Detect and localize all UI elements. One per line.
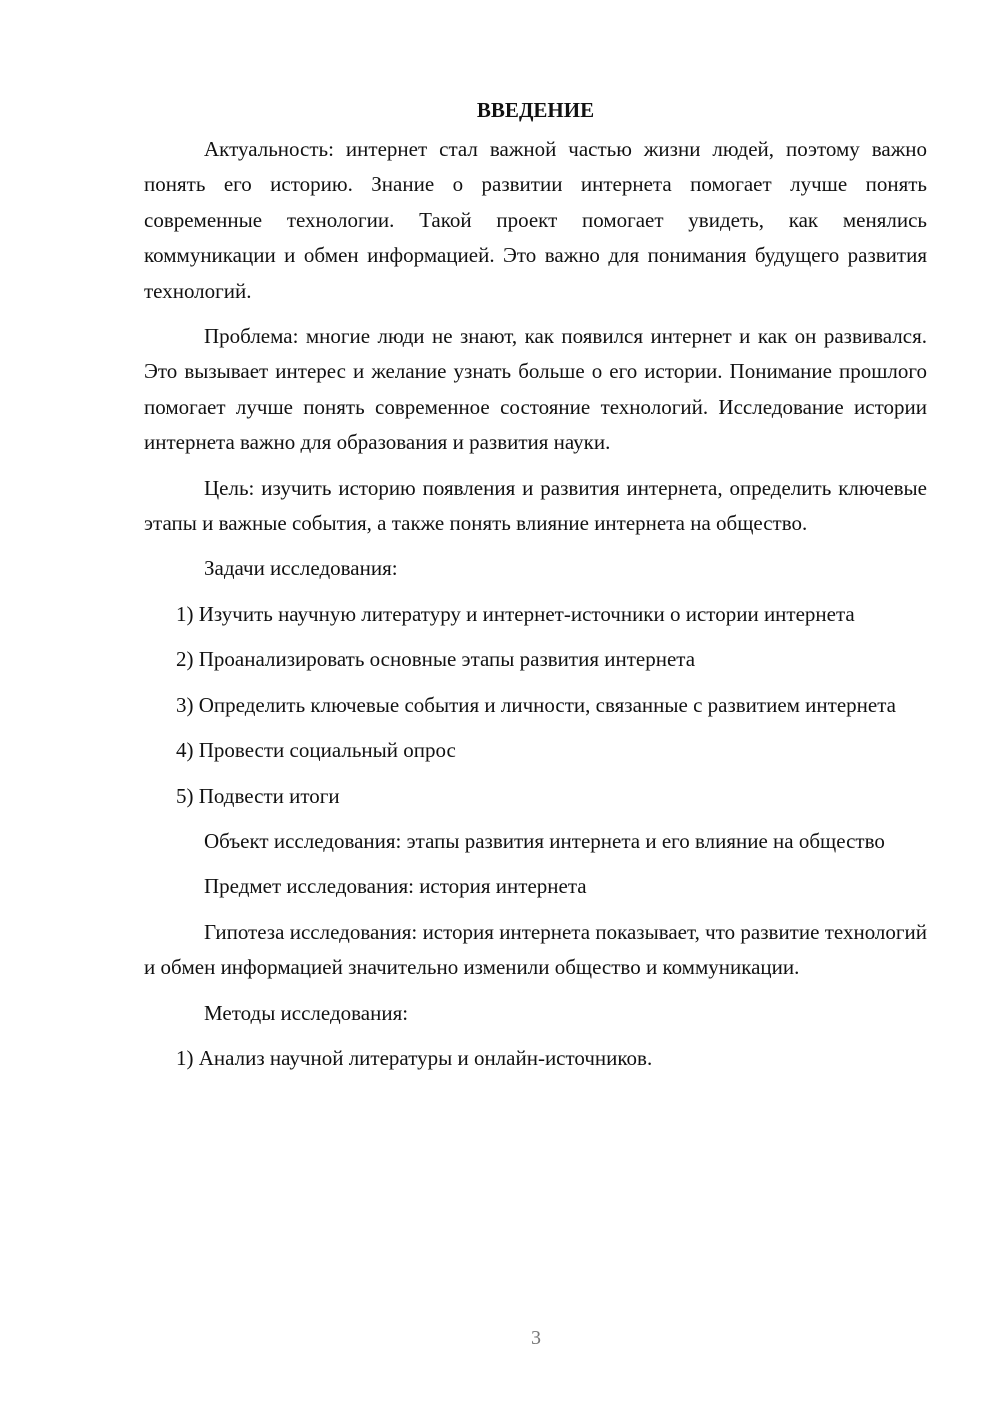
goal-paragraph: Цель: изучить историю появления и развития интернета, определить ключевые этапы и важные события, а также понять влияние интернета на общество. bbox=[144, 475, 927, 536]
methods-heading: Методы исследования: bbox=[204, 1000, 409, 1025]
task-item-4: 4) Провести социальный опрос bbox=[176, 738, 456, 763]
page-number: 3 bbox=[531, 1327, 541, 1349]
task-item-2: 2) Проанализировать основные этапы развития интернета bbox=[176, 647, 696, 672]
relevance-paragraph: Актуальность: интернет стал важной частью жизни людей, поэтому важно понять его историю. Знание о развитии интернета помогает лучше понять современные технологии. Такой проект помогает увидеть, как менялись коммуникации и обмен информацией. Это важно для понимания будущего развития технологий. bbox=[144, 137, 927, 303]
task-item-5: 5) Подвести итоги bbox=[176, 783, 340, 808]
problem-paragraph: Проблема: многие люди не знают, как появился интернет и как он развивался. Это вызывает интерес и желание узнать больше о его истории. Понимание прошлого помогает лучше понять современное состояние технологий. Исследование истории интернета важно для образования и развития науки. bbox=[144, 324, 927, 455]
tasks-heading: Задачи исследования: bbox=[204, 556, 398, 581]
subject-paragraph: Предмет исследования: история интернета bbox=[204, 874, 587, 899]
method-item-1: 1) Анализ научной литературы и онлайн-источников. bbox=[176, 1045, 653, 1070]
hypothesis-paragraph: Гипотеза исследования: история интернета показывает, что развитие технологий и обмен информацией значительно изменили общество и коммуникации. bbox=[144, 919, 927, 980]
task-item-3: 3) Определить ключевые события и личности, связанные с развитием интернета bbox=[176, 692, 896, 717]
section-title: ВВЕДЕНИЕ bbox=[476, 98, 595, 122]
task-item-1: 1) Изучить научную литературу и интернет-источники о истории интернета bbox=[176, 601, 855, 626]
object-paragraph: Объект исследования: этапы развития интернета и его влияние на общество bbox=[204, 828, 885, 853]
page-content bbox=[144, 95, 927, 1086]
